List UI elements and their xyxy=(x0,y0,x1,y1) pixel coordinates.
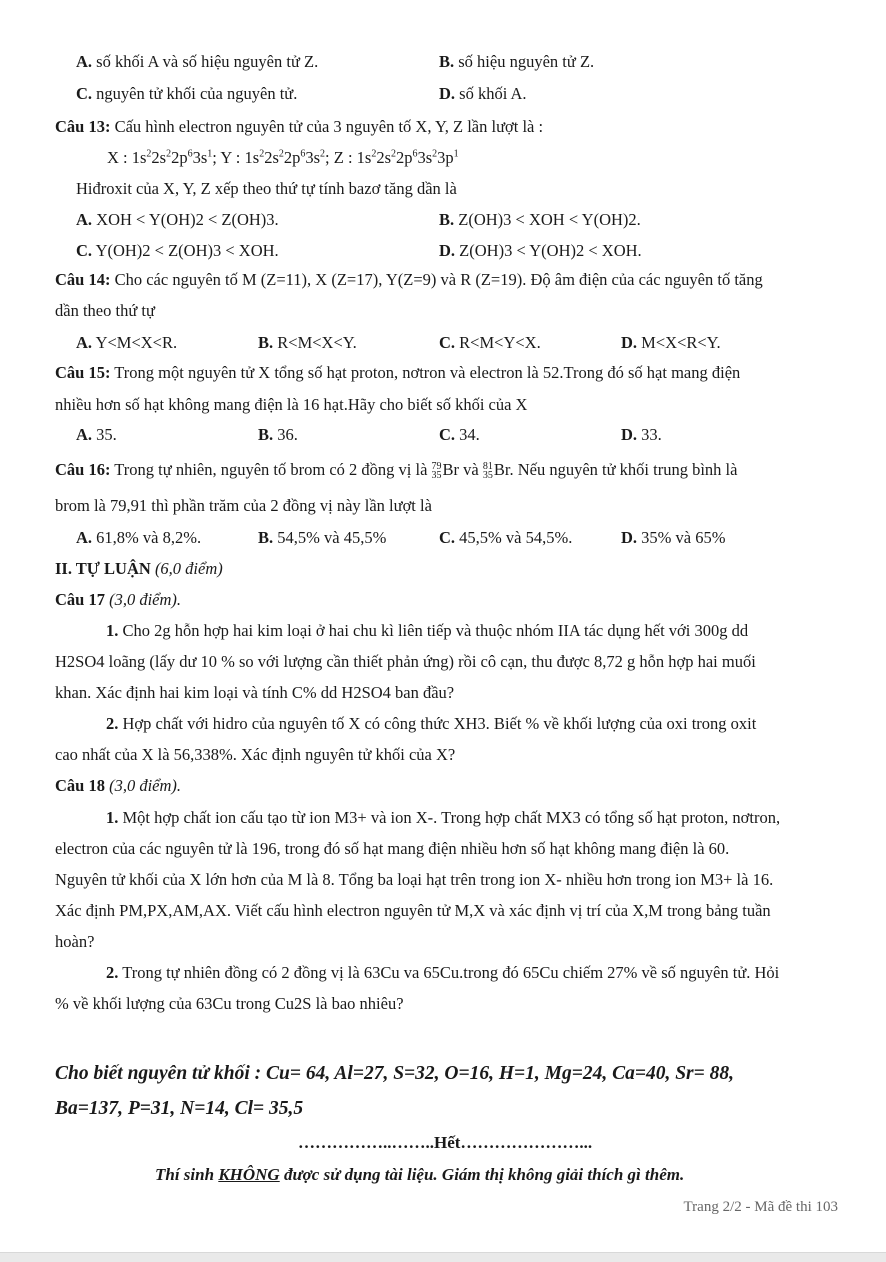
config-prefix: X : xyxy=(107,148,132,167)
electron-count: 2 xyxy=(320,148,326,160)
option-letter: C. xyxy=(76,241,93,260)
option-letter: C. xyxy=(439,528,456,547)
connector-text: và xyxy=(459,460,483,479)
q16-option-d xyxy=(621,528,726,548)
electron-count: 2 xyxy=(371,148,377,160)
q13-sub-stem: Hiđroxit của X, Y, Z xếp theo thứ tự tính bazơ tăng dần là xyxy=(76,179,457,198)
option-letter: B. xyxy=(439,210,455,229)
orbital: 3s xyxy=(305,148,321,167)
option-text: Z(OH)3 < XOH < Y(OH)2. xyxy=(458,210,641,229)
mass-number: 81 xyxy=(482,461,493,473)
orbital: 2s xyxy=(264,148,279,167)
q16-option-c xyxy=(439,528,572,548)
q15-option-a xyxy=(76,425,117,445)
element-symbol: Br xyxy=(493,460,510,479)
option-text: Y(OH)2 < Z(OH)3 < XOH. xyxy=(95,241,279,260)
q16-stem-line-2: brom là 79,91 thì phần trăm của 2 đồng vị này lần lượt là xyxy=(55,496,432,515)
q18-part1-line-3: Nguyên tử khối của X lớn hơn của M là 8. Tổng ba loại hạt trên trong ion X- nhiều hơn trong ion M3+ là 16. xyxy=(55,870,774,889)
orbital: 2p xyxy=(283,148,301,167)
option-text: số khối A và số hiệu nguyên tử Z. xyxy=(96,52,319,71)
orbital: 1s xyxy=(356,148,372,167)
electron-count: 2 xyxy=(391,148,396,160)
q18-heading xyxy=(55,776,181,796)
electron-count: 2 xyxy=(166,148,172,160)
q18-part2-line-2: % về khối lượng của 63Cu trong Cu2S là bao nhiêu? xyxy=(55,994,404,1013)
q13-stem xyxy=(55,117,543,137)
option-letter: D. xyxy=(439,241,456,260)
option-text: 35% và 65% xyxy=(641,528,726,547)
option-letter: B. xyxy=(258,528,274,547)
q18-part1-line-1 xyxy=(106,808,780,828)
q14-stem-line-1 xyxy=(55,270,763,290)
q17-part2-line-2: cao nhất của X là 56,338%. Xác định nguyên tử khối của X? xyxy=(55,745,456,764)
option-letter: C. xyxy=(76,84,93,103)
option-text: Y<M<X<R. xyxy=(95,333,178,352)
option-text: 35. xyxy=(96,425,117,444)
q14-stem-line-2: dần theo thứ tự xyxy=(55,301,155,320)
q12-option-b xyxy=(439,52,594,72)
option-text: số hiệu nguyên tử Z. xyxy=(458,52,595,71)
q13-option-b xyxy=(439,210,641,230)
option-letter: D. xyxy=(621,528,638,547)
option-letter: D. xyxy=(621,333,638,352)
option-text: XOH < Y(OH)2 < Z(OH)3. xyxy=(96,210,279,229)
part-text: Cho 2g hỗn hợp hai kim loại ở hai chu kì liên tiếp và thuộc nhóm IIA tác dụng hết với 300g dd xyxy=(118,621,749,640)
q13-option-d xyxy=(439,241,642,261)
electron-count: 1 xyxy=(453,148,459,160)
option-letter: D. xyxy=(621,425,638,444)
atomic-number: 35 xyxy=(482,470,493,482)
q15-stem-line-1 xyxy=(55,363,740,383)
q17-part1-line-2: H2SO4 loãng (lấy dư 10 % so với lượng cần thiết phản ứng) rồi cô cạn, thu được 8,72 g hỗn hợp hai muối xyxy=(55,652,756,671)
option-letter: D. xyxy=(439,84,456,103)
q14-option-d xyxy=(621,333,721,353)
orbital: 3s xyxy=(192,148,208,167)
orbital: 3p xyxy=(437,148,454,167)
part-text: Hợp chất với hidro của nguyên tố X có công thức XH3. Biết % về khối lượng của oxi trong oxit xyxy=(118,714,757,733)
question-label: Câu 14: xyxy=(55,270,111,289)
end-marker: ……………..……..Hết…………………... xyxy=(298,1133,593,1152)
atomic-number: 35 xyxy=(431,470,442,482)
electron-count: 6 xyxy=(412,148,418,160)
part-number: 2. xyxy=(106,963,119,982)
option-letter: B. xyxy=(439,52,455,71)
page-footer: Trang 2/2 - Mã đề thi 103 xyxy=(683,1199,838,1215)
question-points: (3,0 điểm). xyxy=(104,590,182,609)
electron-count: 1 xyxy=(207,148,213,160)
exam-notice xyxy=(155,1165,684,1185)
option-text: Z(OH)3 < Y(OH)2 < XOH. xyxy=(459,241,642,260)
option-text: 36. xyxy=(277,425,298,444)
option-letter: A. xyxy=(76,52,93,71)
q16-option-a xyxy=(76,528,201,548)
question-label: Câu 17 xyxy=(55,590,105,609)
option-text: 54,5% và 45,5% xyxy=(277,528,387,547)
option-letter: C. xyxy=(439,333,456,352)
section-title: II. TỰ LUẬN xyxy=(55,559,151,578)
orbital: 1s xyxy=(131,148,147,167)
question-label: Câu 13: xyxy=(55,117,111,136)
notice-text: Thí sinh xyxy=(155,1165,219,1184)
option-text: 45,5% và 54,5%. xyxy=(459,528,573,547)
orbital: 2p xyxy=(171,148,188,167)
notice-text: được sử dụng tài liệu. Giám thị không giải thích gì thêm. xyxy=(279,1165,685,1184)
question-text: . Nếu nguyên tử khối trung bình là xyxy=(509,460,738,479)
option-letter: C. xyxy=(439,425,456,444)
config-prefix: ; Y : xyxy=(212,148,245,167)
question-points: (3,0 điểm). xyxy=(104,776,182,795)
q16-option-b xyxy=(258,528,386,548)
q15-option-b xyxy=(258,425,298,445)
option-letter: A. xyxy=(76,425,93,444)
orbital: 1s xyxy=(244,148,260,167)
question-text: Cho các nguyên tố M (Z=11), X (Z=17), Y(Z=9) và R (Z=19). Độ âm điện của các nguyên tố tăng xyxy=(110,270,763,289)
isotope-notation xyxy=(432,462,442,480)
part-text: Một hợp chất ion cấu tạo từ ion M3+ và ion X-. Trong hợp chất MX3 có tổng số hạt proton, nơtron, xyxy=(118,808,781,827)
option-text: nguyên tử khối của nguyên tử. xyxy=(96,84,298,103)
question-text: Trong một nguyên tử X tổng số hạt proton, nơtron và electron là 52.Trong đó số hạt mang điện xyxy=(110,363,741,382)
electron-count: 6 xyxy=(187,148,193,160)
option-text: 33. xyxy=(641,425,662,444)
part-text: Trong tự nhiên đồng có 2 đồng vị là 63Cu va 65Cu.trong đó 65Cu chiếm 27% về số nguyên tử. Hỏi xyxy=(118,963,780,982)
orbital: 2s xyxy=(151,148,167,167)
electron-count: 6 xyxy=(300,148,306,160)
atomic-masses-line-2: Ba=137, P=31, N=14, Cl= 35,5 xyxy=(55,1098,304,1119)
element-symbol: Br xyxy=(442,460,460,479)
question-text: Cấu hình electron nguyên tử của 3 nguyên tố X, Y, Z lần lượt là : xyxy=(110,117,544,136)
option-text: R<M<Y<X. xyxy=(459,333,541,352)
q14-option-b xyxy=(258,333,357,353)
q12-option-d xyxy=(439,84,527,104)
q16-stem-line-1 xyxy=(55,460,737,480)
q17-part1-line-3: khan. Xác định hai kim loại và tính C% dd H2SO4 ban đầu? xyxy=(55,683,455,702)
option-text: R<M<X<Y. xyxy=(277,333,357,352)
orbital: 3s xyxy=(417,148,433,167)
electron-count: 2 xyxy=(432,148,438,160)
part-number: 1. xyxy=(106,808,119,827)
q17-heading xyxy=(55,590,181,610)
q14-option-a xyxy=(76,333,177,353)
q13-option-a xyxy=(76,210,279,230)
q15-option-d xyxy=(621,425,662,445)
isotope-notation xyxy=(483,462,493,480)
option-letter: A. xyxy=(76,333,93,352)
q12-option-c xyxy=(76,84,297,104)
electron-count: 2 xyxy=(259,148,265,160)
question-label: Câu 16: xyxy=(55,460,111,479)
q18-part1-line-5: hoàn? xyxy=(55,932,95,951)
electron-count: 2 xyxy=(146,148,152,160)
q18-part1-line-2: electron của các nguyên tử là 196, trong đó số hạt mang điện nhiều hơn số hạt không mang điện là 60. xyxy=(55,839,730,858)
part-number: 1. xyxy=(106,621,119,640)
q13-configs xyxy=(107,148,459,168)
q17-part2-line-1 xyxy=(106,714,756,734)
question-label: Câu 18 xyxy=(55,776,105,795)
option-text: số khối A. xyxy=(459,84,527,103)
q18-part2-line-1 xyxy=(106,963,779,983)
q12-option-a xyxy=(76,52,318,72)
mass-number: 79 xyxy=(431,461,442,473)
orbital: 2p xyxy=(396,148,413,167)
option-text: 34. xyxy=(459,425,480,444)
question-text: Trong tự nhiên, nguyên tố brom có 2 đồng vị là xyxy=(110,460,432,479)
q15-stem-line-2: nhiều hơn số hạt không mang điện là 16 hạt.Hãy cho biết số khối của X xyxy=(55,395,528,414)
electron-count: 2 xyxy=(278,148,284,160)
option-letter: A. xyxy=(76,210,93,229)
option-text: 61,8% và 8,2%. xyxy=(96,528,202,547)
orbital: 2s xyxy=(376,148,391,167)
q18-part1-line-4: Xác định PM,PX,AM,AX. Viết cấu hình electron nguyên tử M,X và xác định vị trí của X,M trong bảng tuần xyxy=(55,901,771,920)
part-number: 2. xyxy=(106,714,119,733)
option-letter: B. xyxy=(258,333,274,352)
q14-option-c xyxy=(439,333,541,353)
option-letter: A. xyxy=(76,528,93,547)
q13-option-c xyxy=(76,241,279,261)
question-label: Câu 15: xyxy=(55,363,111,382)
atomic-masses-line-1: Cho biết nguyên tử khối : Cu= 64, Al=27, S=32, O=16, H=1, Mg=24, Ca=40, Sr= 88, xyxy=(55,1063,734,1084)
option-letter: B. xyxy=(258,425,274,444)
q15-option-c xyxy=(439,425,480,445)
config-prefix: ; Z : xyxy=(325,148,357,167)
q17-part1-line-1 xyxy=(106,621,748,641)
notice-emphasis: KHÔNG xyxy=(218,1165,280,1184)
section-heading xyxy=(55,559,223,579)
option-text: M<X<R<Y. xyxy=(641,333,721,352)
section-points: (6,0 điểm) xyxy=(150,559,223,578)
